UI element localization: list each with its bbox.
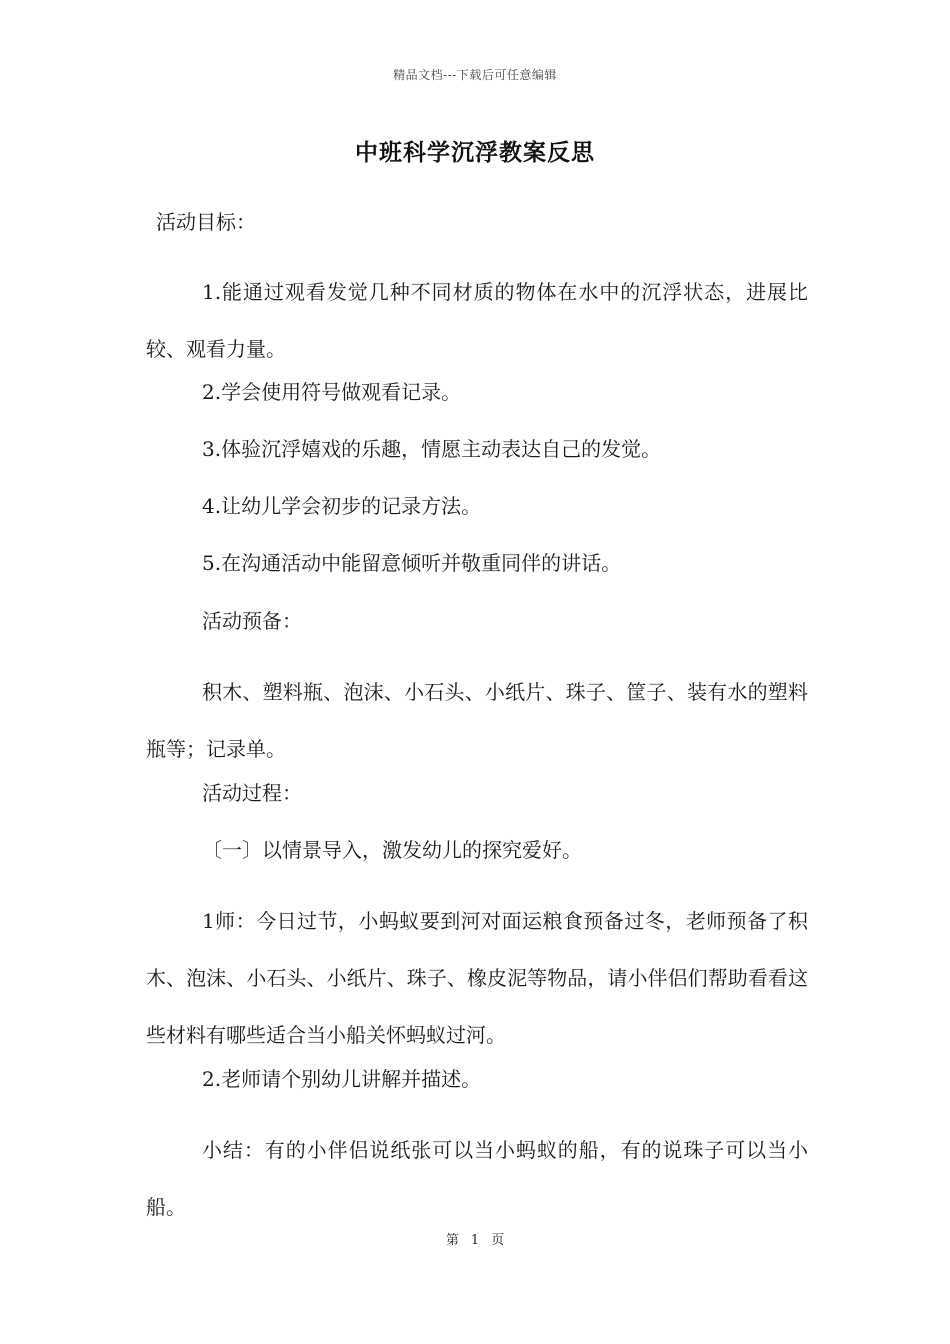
paragraph-prep-materials: 积木、塑料瓶、泡沫、小石头、小纸片、珠子、筐子、装有水的塑料瓶等；记录单。 [146,680,808,761]
paragraph-process-heading: 活动过程： [202,781,302,805]
document-title: 中班科学沉浮教案反思 [355,139,595,166]
paragraph-prep-heading: 活动预备： [202,609,302,633]
paragraph-goal-5: 5.在沟通活动中能留意倾听并敬重同伴的讲话。 [202,551,622,575]
paragraph-goal-2: 2.学会使用符号做观看记录。 [202,380,462,404]
paragraph-goal-4: 4.让幼儿学会初步的记录方法。 [202,494,482,518]
paragraph-goal-1: 1.能通过观看发觉几种不同材质的物体在水中的沉浮状态，进展比较、观看力量。 [146,280,808,361]
paragraph-goals-heading: 活动目标： [156,210,256,234]
footer-suffix: 页 [491,1233,505,1248]
page-footer [0,1229,950,1248]
page-number: 1 [470,1233,480,1248]
paragraph-step-1-heading: 〔一〕以情景导入，激发幼儿的探究爱好。 [202,838,582,862]
footer-prefix: 第 [445,1233,459,1248]
paragraph-summary: 小结：有的小伴侣说纸张可以当小蚂蚁的船，有的说珠子可以当小船。 [146,1138,808,1219]
paragraph-step-2: 2.老师请个别幼儿讲解并描述。 [202,1067,482,1091]
paragraph-step-1-detail: 1师：今日过节，小蚂蚁要到河对面运粮食预备过冬，老师预备了积木、泡沫、小石头、小纸片、珠子、橡皮泥等物品，请小伴侣们帮助看看这些材料有哪些适合当小船关怀蚂蚁过河。 [146,909,808,1047]
page-header: 精品文档---下载后可任意编辑 [393,68,557,82]
paragraph-goal-3: 3.体验沉浮嬉戏的乐趣，情愿主动表达自己的发觉。 [202,437,662,461]
